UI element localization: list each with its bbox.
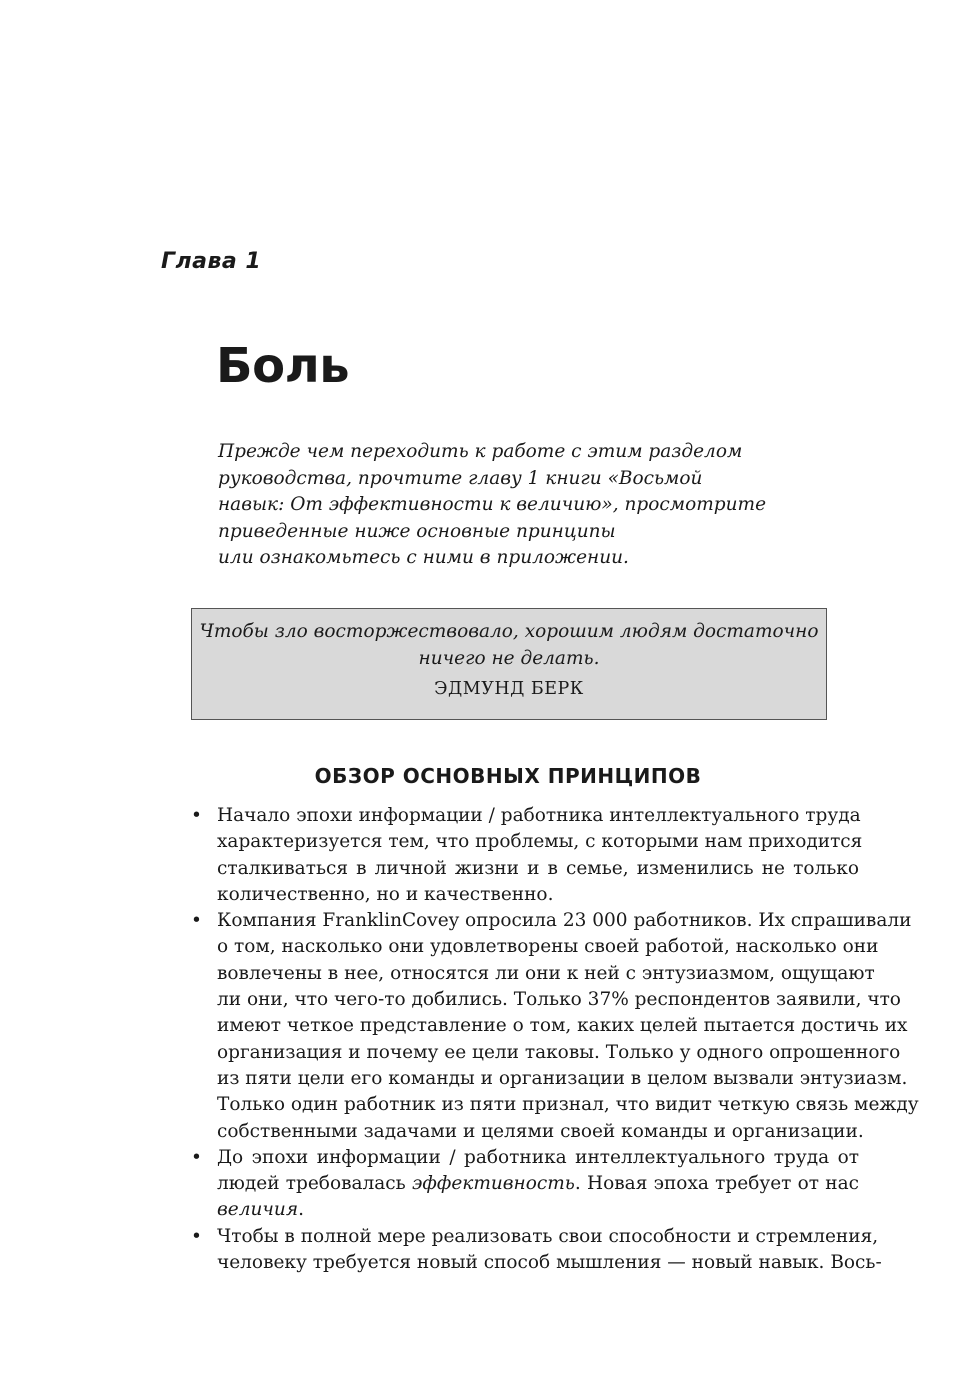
item-line xyxy=(217,1197,859,1223)
item-line: имеют четкое представление о том, каких целей пытается достичь их xyxy=(217,1015,908,1037)
item-line: о том, насколько они удовлетворены своей работой, насколько они xyxy=(217,936,879,958)
item-line: До эпохи информации / работника интеллектуального труда от xyxy=(217,1146,859,1168)
bullet-icon: • xyxy=(191,1225,202,1247)
item-line: количественно, но и качественно. xyxy=(217,883,554,905)
item-line: характеризуется тем, что проблемы, с которыми нам приходится xyxy=(217,831,863,853)
intro-paragraph xyxy=(218,439,778,572)
section-title: ОБЗОР ОСНОВНЫХ ПРИНЦИПОВ xyxy=(314,764,702,788)
emphasis-text: эффективность xyxy=(412,1173,575,1195)
item-line: собственными задачами и целями своей команды и организации. xyxy=(217,1120,864,1142)
item-line: ли они, что чего-то добились. Только 37% респондентов заявили, что xyxy=(217,989,901,1011)
item-text: . Новая эпоха требует от нас xyxy=(574,1173,859,1195)
item-text: людей требовалась xyxy=(217,1173,412,1195)
epigraph-line: Чтобы зло восторжествовало, хорошим людям достаточно xyxy=(199,621,819,642)
list-item xyxy=(191,1145,859,1224)
item-line: Только один работник из пяти признал, что видит четкую связь между xyxy=(217,1094,919,1116)
item-line: сталкиваться в личной жизни и в семье, изменились не только xyxy=(217,857,859,879)
item-line: из пяти цели его команды и организации в целом вызвали энтузиазм. xyxy=(217,1067,908,1089)
item-line: Начало эпохи информации / работника интеллектуального труда xyxy=(217,805,861,826)
bullet-icon: • xyxy=(191,910,202,932)
item-line: Чтобы в полной мере реализовать свои способности и стремления, xyxy=(217,1225,879,1247)
epigraph-text xyxy=(192,619,826,672)
item-line: организация и почему ее цели таковы. Только у одного опрошенного xyxy=(217,1041,901,1063)
epigraph-box xyxy=(191,608,827,720)
principles-list xyxy=(191,803,919,1276)
item-line: человеку требуется новый способ мышления — новый навык. Вось- xyxy=(217,1252,882,1274)
chapter-label: Глава 1 xyxy=(161,249,262,274)
intro-line: руководства, прочтите главу 1 книги «Восьмой xyxy=(218,467,703,489)
intro-line: приведенные ниже основные принципы xyxy=(218,520,616,542)
chapter-title: Боль xyxy=(216,338,350,394)
item-line: Компания FranklinCovey опросила 23 000 работников. Их спрашивали xyxy=(217,910,912,932)
intro-line: навык: От эффективности к величию», просмотрите xyxy=(218,494,767,515)
list-item xyxy=(191,1224,882,1277)
item-text: . xyxy=(298,1199,304,1221)
emphasis-text: величия xyxy=(217,1199,299,1221)
list-item xyxy=(191,803,863,908)
bullet-icon: • xyxy=(191,1146,202,1168)
item-line: вовлечены в нее, относятся ли они к ней с энтузиазмом, ощущают xyxy=(217,962,875,984)
list-item xyxy=(191,908,919,1145)
epigraph-author: ЭДМУНД БЕРК xyxy=(434,679,584,699)
intro-line: Прежде чем переходить к работе с этим разделом xyxy=(218,441,743,462)
intro-line: или ознакомьтесь с ними в приложении. xyxy=(218,547,629,568)
item-line xyxy=(217,1171,859,1197)
epigraph-line: ничего не делать. xyxy=(418,647,600,669)
bullet-icon: • xyxy=(191,805,202,826)
